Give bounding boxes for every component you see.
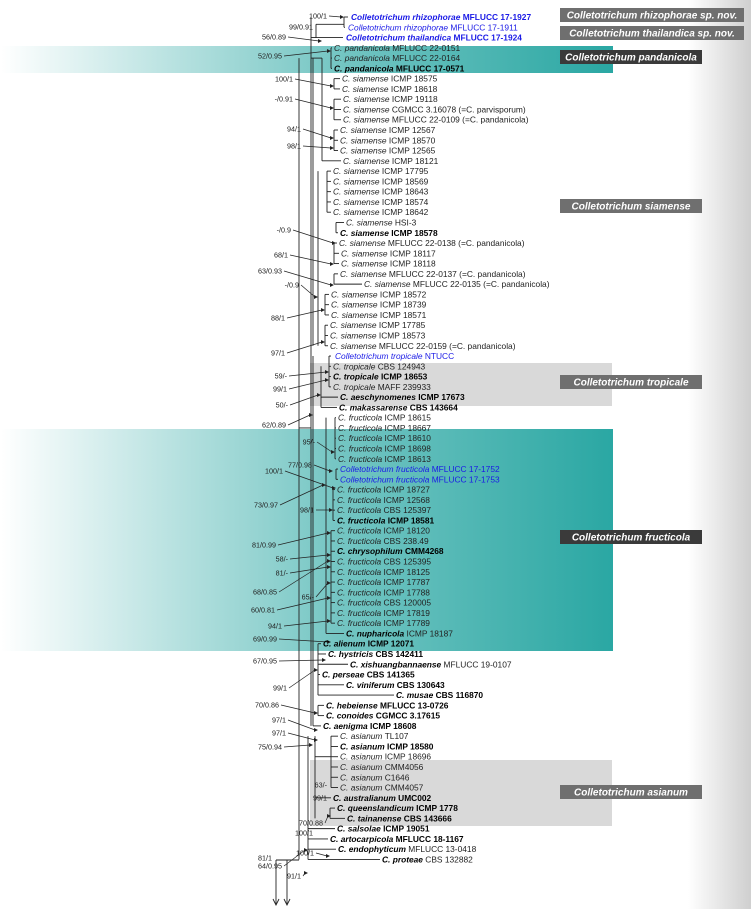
support-value: 97/1 bbox=[272, 728, 286, 738]
taxon-label: C. siamense ICMP 18117 bbox=[341, 248, 436, 259]
support-value: 60/0.81 bbox=[251, 605, 275, 615]
support-value: 99/1 bbox=[273, 683, 287, 693]
taxon-label: C. fructicola ICMP 17789 bbox=[337, 618, 430, 629]
taxon-label: C. artocarpicola MFLUCC 18-1167 bbox=[330, 833, 464, 844]
taxon-label: C. fructicola ICMP 18120 bbox=[337, 525, 430, 536]
taxon-label: C. siamense MFLUCC 22-0135 (=C. pandanicola) bbox=[364, 279, 550, 290]
taxon-label: C. perseae CBS 141365 bbox=[322, 669, 415, 680]
taxon-label: C. chrysophilum CMM4268 bbox=[337, 546, 444, 557]
taxon-label: C. siamense ICMP 18575 bbox=[342, 73, 438, 84]
support-arrowhead bbox=[318, 39, 322, 43]
taxon-label: C. viniferum CBS 130643 bbox=[346, 679, 445, 690]
taxon-label: C. siamense ICMP 12567 bbox=[340, 125, 436, 136]
support-pointer bbox=[290, 255, 331, 264]
clade-label: Colletotrichum pandanicola bbox=[565, 52, 697, 64]
support-value: -/0.9 bbox=[276, 225, 291, 235]
taxon-label: C. fructicola CBS 120005 bbox=[337, 597, 432, 608]
support-arrowhead bbox=[330, 146, 334, 150]
support-value: 97/1 bbox=[272, 715, 286, 725]
support-arrowhead bbox=[314, 728, 318, 732]
support-value: 94/1 bbox=[268, 621, 282, 631]
right-edge-shade bbox=[688, 0, 751, 909]
taxon-label: C. siamense ICMP 18570 bbox=[340, 135, 436, 146]
taxon-label: Colletotrichum thailandica MFLUCC 17-1924 bbox=[346, 32, 522, 43]
taxon-label: C. siamense ICMP 18643 bbox=[333, 186, 429, 197]
taxon-label: C. asianum CMM4057 bbox=[340, 782, 424, 793]
clade-label: Colletotrichum siamense bbox=[571, 201, 691, 213]
support-value: 91/1 bbox=[287, 871, 301, 881]
support-arrowhead bbox=[314, 668, 318, 672]
support-value: 70/0.86 bbox=[255, 700, 279, 710]
support-value: 99/0.91 bbox=[289, 22, 313, 32]
clade-label: Colletotrichum fructicola bbox=[571, 532, 691, 544]
taxon-label: C. siamense ICMP 18573 bbox=[330, 330, 426, 341]
taxon-label: C. fructicola ICMP 17788 bbox=[337, 587, 430, 598]
support-value: 100/1 bbox=[296, 848, 314, 858]
support-value: 65/- bbox=[301, 592, 314, 602]
support-value: 58/- bbox=[275, 554, 288, 564]
taxon-label: C. endophyticum MFLUCC 13-0418 bbox=[338, 844, 477, 855]
taxon-label: C. siamense ICMP 12565 bbox=[340, 145, 436, 156]
taxon-label: C. alienum ICMP 12071 bbox=[323, 638, 415, 649]
taxon-label: C. conoides CGMCC 3.17615 bbox=[326, 710, 441, 721]
taxon-label: C. fructicola ICMP 18667 bbox=[338, 422, 431, 433]
support-value: 97/1 bbox=[271, 348, 285, 358]
support-value: 64/0.95 bbox=[258, 861, 282, 871]
taxon-label: C. siamense MFLUCC 22-0109 (=C. pandanicola) bbox=[343, 114, 529, 125]
support-pointer bbox=[329, 16, 341, 17]
taxon-label: C. siamense ICMP 18578 bbox=[340, 227, 438, 238]
taxon-label: C. siamense ICMP 18571 bbox=[331, 309, 427, 320]
taxon-label: C. siamense HSI-3 bbox=[346, 217, 417, 228]
taxon-label: C. fructicola ICMP 17819 bbox=[337, 607, 430, 618]
taxon-label: C. australianum UMC002 bbox=[333, 792, 432, 803]
support-arrowhead bbox=[304, 871, 308, 875]
support-value: 69/0.99 bbox=[253, 634, 277, 644]
support-value: 81/0.99 bbox=[252, 540, 276, 550]
taxon-label: C. tropicale CBS 124943 bbox=[333, 361, 426, 372]
support-arrowhead bbox=[330, 283, 334, 287]
support-value: 63/0.93 bbox=[258, 266, 282, 276]
taxon-label: C. siamense ICMP 18574 bbox=[333, 196, 429, 207]
taxon-label: C. siamense ICMP 18642 bbox=[333, 207, 429, 218]
support-pointer bbox=[287, 342, 322, 353]
taxon-label: C. salsolae ICMP 19051 bbox=[337, 823, 430, 834]
support-value: 56/0.89 bbox=[262, 32, 286, 42]
support-value: 81/1 bbox=[258, 853, 272, 863]
taxon-label: C. tropicale ICMP 18653 bbox=[333, 371, 428, 382]
taxon-label: C. tainanense CBS 143666 bbox=[347, 813, 452, 824]
support-value: 68/1 bbox=[274, 250, 288, 260]
taxon-label: C. siamense MFLUCC 22-0137 (=C. pandanicola) bbox=[340, 268, 526, 279]
taxon-label: C. queenslandicum ICMP 1778 bbox=[337, 803, 458, 814]
support-value: 73/0.97 bbox=[254, 500, 278, 510]
taxon-label: Colletotrichum rhizophorae MFLUCC 17-1927 bbox=[351, 12, 532, 22]
taxon-label: C. fructicola ICMP 12568 bbox=[337, 494, 430, 505]
support-value: 63/- bbox=[314, 780, 327, 790]
support-value: -/0.9 bbox=[284, 280, 299, 290]
support-pointer bbox=[279, 660, 323, 661]
taxon-label: C. siamense ICMP 17795 bbox=[333, 166, 429, 177]
support-value: 88/1 bbox=[271, 313, 285, 323]
support-value: 50/- bbox=[275, 400, 288, 410]
clade-label: Colletotrichum asianum bbox=[574, 787, 688, 799]
support-value: 59/- bbox=[274, 371, 287, 381]
taxon-label: Colletotrichum fructicola MFLUCC 17-1752 bbox=[340, 464, 500, 475]
support-arrowhead bbox=[330, 84, 334, 88]
taxon-label: C. siamense ICMP 18618 bbox=[342, 83, 438, 94]
support-value: 81/- bbox=[275, 568, 288, 578]
support-arrowhead bbox=[321, 308, 325, 312]
support-arrowhead bbox=[330, 262, 334, 266]
clade-label: Colletotrichum tropicale bbox=[573, 377, 689, 389]
taxon-label: C. siamense MFLUCC 22-0159 (=C. pandanicola) bbox=[330, 340, 516, 351]
taxon-label: C. proteae CBS 132882 bbox=[382, 854, 473, 865]
taxon-label: C. makassarense CBS 143664 bbox=[339, 402, 458, 413]
support-pointer bbox=[303, 129, 331, 138]
support-value: 99/1 bbox=[273, 384, 287, 394]
support-value: 100/1 bbox=[265, 466, 283, 476]
support-value: 62/0.89 bbox=[262, 420, 286, 430]
support-pointer bbox=[316, 853, 327, 856]
taxon-label: C. fructicola ICMP 18727 bbox=[337, 484, 430, 495]
support-pointer bbox=[284, 745, 310, 747]
taxon-label: Colletotrichum fructicola MFLUCC 17-1753 bbox=[340, 474, 500, 485]
taxon-label: C. fructicola ICMP 17787 bbox=[337, 577, 430, 588]
taxon-label: C. fructicola CBS 125397 bbox=[337, 505, 432, 516]
support-value: 99/1 bbox=[313, 793, 327, 803]
taxon-label: C. siamense MFLUCC 22-0138 (=C. pandanicola) bbox=[339, 238, 525, 249]
taxon-label: C. siamense ICMP 18572 bbox=[331, 289, 427, 300]
taxon-label: C. fructicola ICMP 18610 bbox=[338, 433, 431, 444]
taxon-label: C. hystricis CBS 142411 bbox=[328, 648, 423, 659]
support-value: 98/1 bbox=[287, 141, 301, 151]
support-arrowhead bbox=[309, 743, 313, 747]
support-value: 68/0.85 bbox=[253, 587, 277, 597]
taxon-label: C. siamense ICMP 18739 bbox=[331, 299, 427, 310]
support-arrowhead bbox=[322, 658, 326, 662]
support-value: 100/1 bbox=[275, 74, 293, 84]
support-arrowhead bbox=[326, 854, 330, 858]
taxon-label: C. siamense CGMCC 3.16078 (=C. parvisporum) bbox=[343, 104, 526, 115]
taxon-label: C. asianum ICMP 18696 bbox=[340, 751, 432, 762]
support-value: -/0.91 bbox=[274, 94, 293, 104]
support-value: 98/1 bbox=[300, 505, 314, 515]
taxon-label: C. fructicola ICMP 18613 bbox=[338, 453, 431, 464]
taxon-label: C. nupharicola ICMP 18187 bbox=[346, 628, 453, 639]
taxon-label: C. aenigma ICMP 18608 bbox=[323, 720, 417, 731]
support-value: 67/0.95 bbox=[253, 656, 277, 666]
taxon-label: C. asianum TL107 bbox=[340, 731, 409, 742]
taxon-label: C. fructicola CBS 238.49 bbox=[337, 535, 429, 546]
taxon-label: C. asianum CMM4056 bbox=[340, 761, 424, 772]
clade-label: Colletotrichum thailandica sp. nov. bbox=[569, 28, 735, 40]
support-value: 95/- bbox=[302, 437, 315, 447]
support-value: 100/1 bbox=[295, 828, 313, 838]
support-value: 52/0.95 bbox=[258, 51, 282, 61]
taxon-label: C. siamense ICMP 17785 bbox=[330, 320, 426, 331]
support-value: 77/0.98 bbox=[288, 460, 312, 470]
support-value: 100/1 bbox=[309, 11, 327, 21]
support-arrowhead bbox=[330, 106, 334, 110]
clade-label: Colletotrichum rhizophorae sp. nov. bbox=[566, 10, 738, 22]
taxon-label: Colletotrichum tropicale NTUCC bbox=[335, 351, 455, 362]
taxon-label: C. siamense ICMP 18569 bbox=[333, 176, 429, 187]
taxon-label: C. tropicale MAFF 239933 bbox=[333, 381, 431, 392]
support-arrowhead bbox=[340, 15, 344, 19]
support-pointer bbox=[281, 705, 315, 713]
support-arrowhead bbox=[321, 340, 325, 344]
taxon-label: C. siamense ICMP 18118 bbox=[341, 258, 436, 269]
taxon-label: C. siamense ICMP 19118 bbox=[343, 94, 438, 105]
taxon-label: C. asianum C1646 bbox=[340, 772, 410, 783]
support-value: 94/1 bbox=[287, 124, 301, 134]
taxon-label: C. hebeiense MFLUCC 13-0726 bbox=[326, 700, 449, 711]
support-arrowhead bbox=[314, 738, 318, 742]
support-pointer bbox=[287, 310, 322, 318]
taxon-label: Colletotrichum rhizophorae MFLUCC 17-1911 bbox=[348, 22, 518, 33]
taxon-label: C. asianum ICMP 18580 bbox=[340, 741, 434, 752]
taxon-label: C. pandanicola MFLUCC 22-0164 bbox=[334, 53, 461, 64]
taxon-label: C. musae CBS 116870 bbox=[396, 690, 484, 701]
support-arrowhead bbox=[314, 711, 318, 715]
taxon-label: C. fructicola ICMP 18581 bbox=[337, 515, 435, 526]
support-arrowhead bbox=[314, 295, 318, 299]
support-arrowhead bbox=[330, 136, 334, 140]
taxon-label: C. siamense ICMP 18121 bbox=[343, 155, 439, 166]
support-value: 75/0.94 bbox=[258, 742, 282, 752]
taxon-label: C. xishuangbannaense MFLUCC 19-0107 bbox=[350, 659, 512, 670]
support-pointer bbox=[303, 146, 331, 148]
taxon-label: C. fructicola ICMP 18125 bbox=[337, 566, 430, 577]
taxon-label: C. pandanicola MFLUCC 22-0151 bbox=[334, 42, 461, 53]
support-pointer bbox=[288, 733, 315, 740]
taxon-label: C. fructicola ICMP 18615 bbox=[338, 412, 431, 423]
taxon-label: C. fructicola CBS 125395 bbox=[337, 556, 432, 567]
taxon-label: C. fructicola ICMP 18698 bbox=[338, 443, 431, 454]
support-value: 70/0.88 bbox=[299, 818, 323, 828]
taxon-label: C. aeschynomenes ICMP 17673 bbox=[340, 392, 465, 403]
band-pandanicola bbox=[1, 46, 613, 73]
taxon-label: C. pandanicola MFLUCC 17-0571 bbox=[334, 63, 465, 74]
